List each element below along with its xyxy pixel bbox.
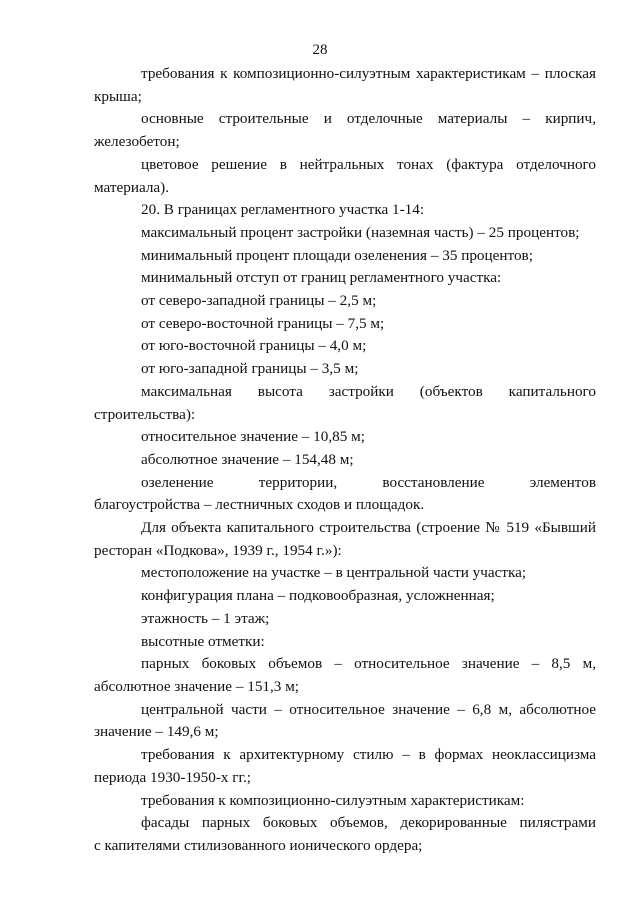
text-line: требования к композиционно-силуэтным характеристикам – плоская: [141, 65, 596, 82]
text-line: озеленение территории, восстановление элементов: [141, 473, 596, 491]
text-line: от юго-восточной границы – 4,0 м;: [141, 337, 367, 355]
text-line: требования к композиционно-силуэтным характеристикам:: [141, 791, 525, 809]
text-line: строительства):: [94, 405, 196, 423]
text-line: ресторан «Подкова», 1939 г., 1954 г.»):: [94, 541, 342, 559]
text-line: минимальный отступ от границ регламентного участка:: [141, 269, 502, 287]
text-line: крыша;: [94, 87, 142, 105]
document-body: [94, 63, 596, 858]
text-line: абсолютное значение – 151,3 м;: [94, 677, 300, 695]
text-line: максимальная высота застройки (объектов капитального: [141, 382, 596, 400]
text-line: 20. В границах регламентного участка 1-14:: [141, 201, 425, 219]
text-line: основные строительные и отделочные материалы – кирпич,: [141, 110, 596, 128]
text-line: материала).: [94, 178, 170, 196]
text-line: центральной части – относительное значение – 6,8 м, абсолютное: [141, 700, 596, 718]
text-line: от северо-западной границы – 2,5 м;: [141, 292, 377, 310]
text-line: с капителями стилизованного ионического ордера;: [94, 836, 423, 854]
text-line: абсолютное значение – 154,48 м;: [141, 450, 354, 468]
text-line: цветовое решение в нейтральных тонах (фактура отделочного: [141, 155, 596, 173]
text-line: благоустройства – лестничных сходов и площадок.: [94, 496, 425, 514]
text-line: конфигурация плана – подковообразная, усложненная;: [141, 587, 495, 605]
page-number: 28: [312, 42, 328, 58]
text-line: минимальный процент площади озеленения – 35 процентов;: [141, 246, 533, 264]
text-line: местоположение на участке – в центральной части участка;: [141, 564, 527, 582]
text-line: высотные отметки:: [141, 632, 265, 650]
text-line: периода 1930-1950-х гг.;: [94, 768, 252, 786]
text-line: от северо-восточной границы – 7,5 м;: [141, 314, 385, 332]
text-line: этажность – 1 этаж;: [141, 609, 270, 627]
text-line: от юго-западной границы – 3,5 м;: [141, 360, 359, 378]
text-line: максимальный процент застройки (наземная часть) – 25 процентов;: [141, 223, 580, 241]
text-line: требования к архитектурному стилю – в формах неоклассицизма: [141, 746, 596, 764]
text-line: Для объекта капитального строительства (строение № 519 «Бывший: [141, 519, 596, 537]
text-line: парных боковых объемов – относительное значение – 8,5 м,: [141, 655, 596, 673]
text-line: железобетон;: [94, 133, 180, 151]
text-line: относительное значение – 10,85 м;: [141, 428, 365, 446]
text-line: значение – 149,6 м;: [94, 723, 219, 741]
text-line: фасады парных боковых объемов, декорированные пилястрами: [141, 814, 596, 832]
